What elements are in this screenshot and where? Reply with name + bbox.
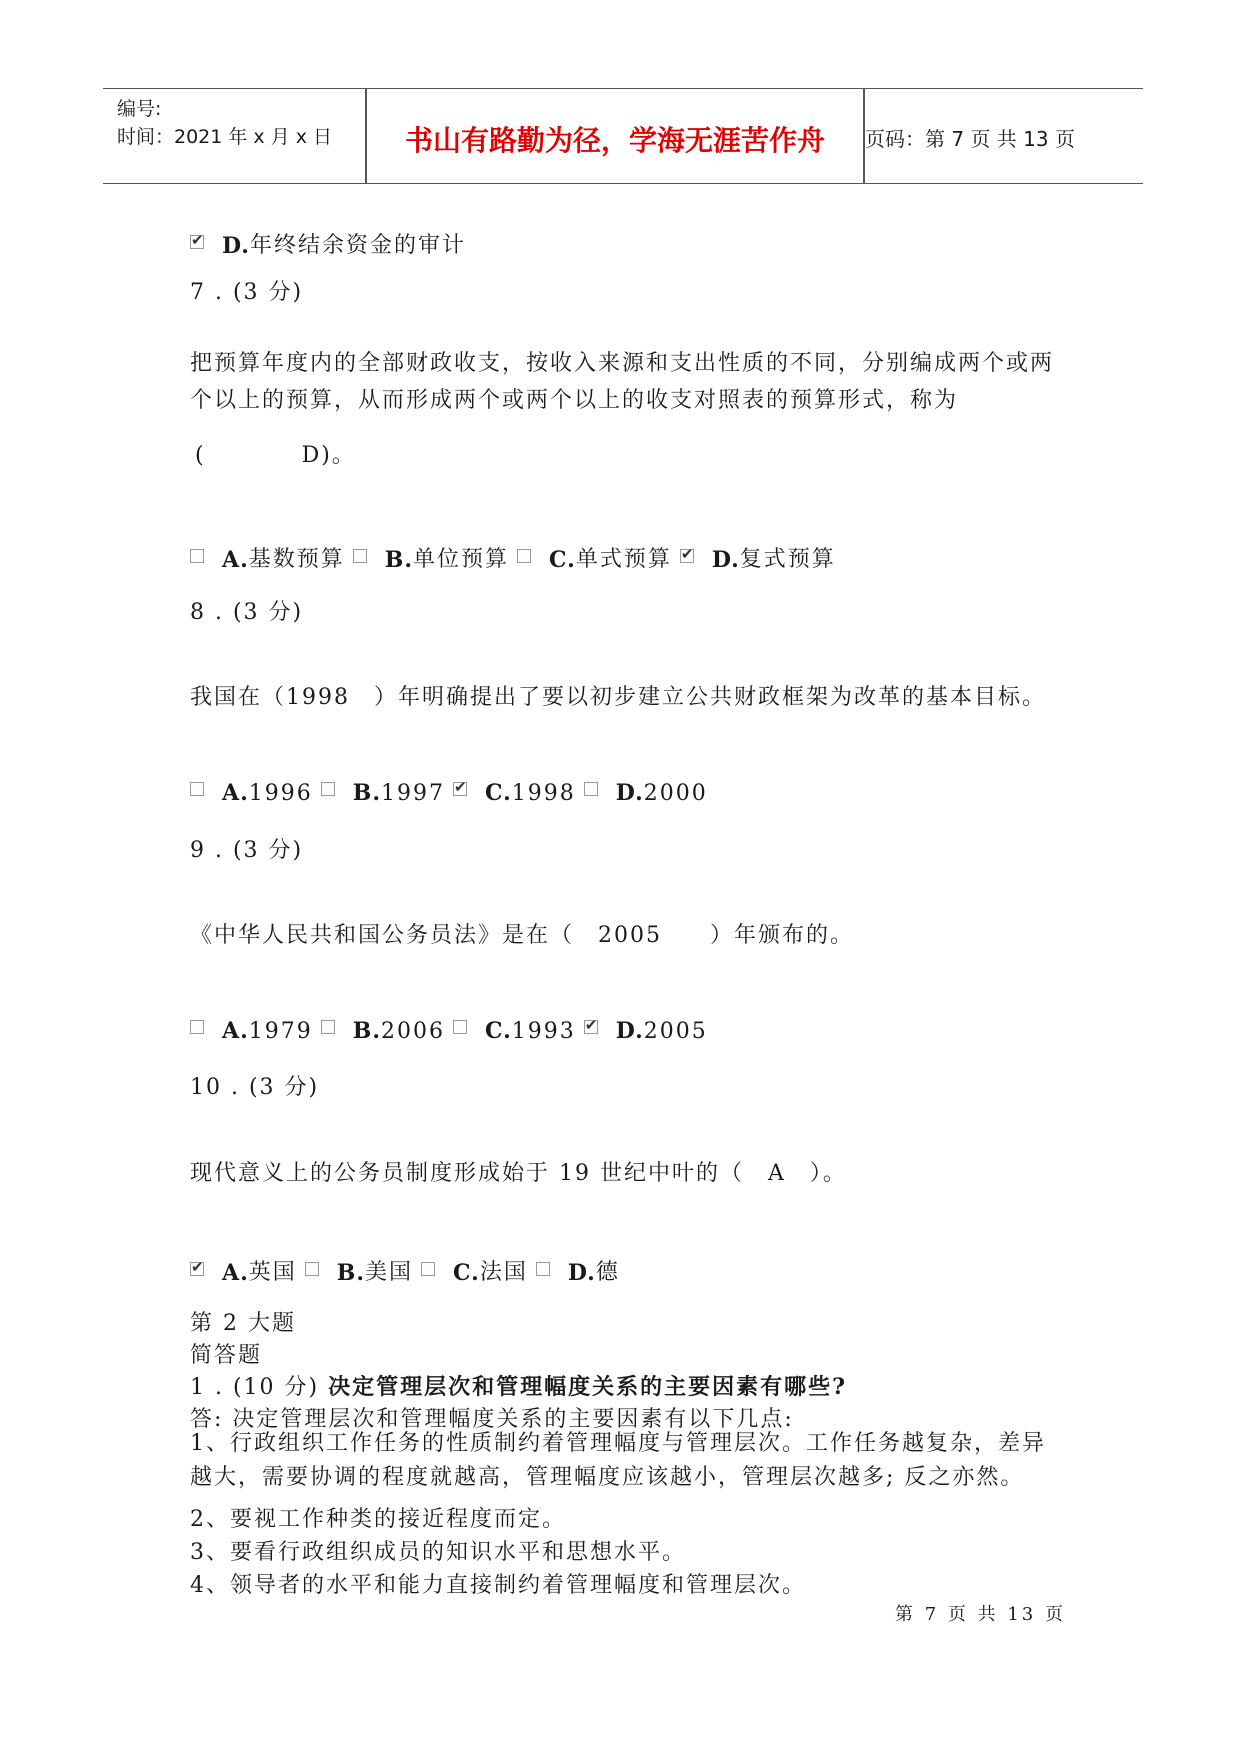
header-meta: [117, 95, 332, 151]
question-prefix: 1 . (10 分): [190, 1375, 320, 1400]
option-letter: A.: [222, 780, 249, 806]
answer-point-1: 1、行政组织工作任务的性质制约着管理幅度与管理层次。工作任务越复杂，差异越大，需要协调的程度就越高，管理幅度应该越小，管理层次越多; 反之亦然。: [190, 1431, 1046, 1490]
checkbox-icon[interactable]: [321, 782, 335, 796]
option-letter: B.: [336, 1260, 366, 1286]
q7-option-c[interactable]: [517, 542, 672, 573]
option-letter: D.: [615, 780, 644, 806]
option-letter: B.: [352, 780, 381, 806]
page-header: [103, 88, 1143, 184]
option-text: 1997: [381, 781, 445, 806]
q8-option-d[interactable]: [584, 780, 708, 806]
q7-option-b[interactable]: [353, 542, 509, 573]
option-letter: D.: [222, 233, 250, 259]
q10-text: 现代意义上的公务员制度形成始于 19 世纪中叶的（ A ）。: [190, 1161, 847, 1186]
short-answer-question: [190, 1370, 847, 1401]
q7-option-d[interactable]: [680, 542, 836, 573]
option-letter: B.: [352, 1018, 381, 1044]
checkbox-icon[interactable]: [321, 1020, 335, 1034]
option-text: 英国: [248, 1260, 297, 1285]
option-text: 1998: [511, 781, 576, 806]
option-text: 1979: [248, 1019, 313, 1044]
option-text: 复式预算: [739, 547, 836, 572]
option-letter: D.: [567, 1260, 596, 1286]
number-label: 编号:: [117, 98, 162, 120]
q8-option-c[interactable]: [453, 780, 576, 806]
q7-text: 把预算年度内的全部财政收支，按收入来源和支出性质的不同，分别编成两个或两个以上的预算，从而形成两个或两个以上的收支对照表的预算形式，称为: [190, 351, 1055, 413]
checkbox-checked-icon[interactable]: [453, 782, 467, 796]
q9-option-a[interactable]: [190, 1018, 313, 1044]
page-footer: 第 7 页 共 13 页: [895, 1604, 1066, 1625]
checkbox-icon[interactable]: [353, 549, 367, 563]
checkbox-icon[interactable]: [305, 1262, 319, 1276]
checkbox-icon[interactable]: [190, 782, 204, 796]
q10-options: [190, 1255, 628, 1286]
q8-options: [190, 780, 716, 806]
option-letter: C.: [549, 547, 576, 573]
option-text: 2006: [381, 1019, 445, 1044]
q10-header: 10 . (3 分): [190, 1075, 320, 1100]
q9-option-b[interactable]: [321, 1018, 445, 1044]
option-letter: C.: [485, 1018, 512, 1044]
q7-options: [190, 542, 844, 573]
option-letter: C.: [485, 780, 512, 806]
option-text: 1996: [248, 781, 313, 806]
q8-header: 8 . (3 分): [190, 600, 304, 625]
q9-option-d[interactable]: [584, 1018, 708, 1044]
checkbox-checked-icon[interactable]: [584, 1020, 598, 1034]
q6-options: [190, 228, 474, 259]
option-letter: A.: [222, 1260, 249, 1286]
checkbox-icon[interactable]: [517, 549, 531, 563]
option-letter: A.: [222, 547, 249, 573]
option-text: 1993: [511, 1019, 576, 1044]
q8-option-b[interactable]: [321, 780, 445, 806]
checkbox-icon[interactable]: [536, 1262, 550, 1276]
header-page-number: 页码：第 7 页 共 13 页: [865, 127, 1075, 151]
option-text: 基数预算: [248, 547, 345, 572]
option-text: 单位预算: [413, 547, 510, 572]
q6-option-d[interactable]: [190, 228, 466, 259]
option-text: 2000: [643, 781, 708, 806]
section-type: 简答题: [190, 1343, 263, 1368]
checkbox-icon[interactable]: [190, 1020, 204, 1034]
checkbox-icon[interactable]: [453, 1020, 467, 1034]
option-text: 德: [595, 1260, 620, 1285]
option-text: 2005: [643, 1019, 708, 1044]
q10-option-c[interactable]: [421, 1255, 528, 1286]
q7-header: 7 . (3 分): [190, 280, 304, 305]
option-letter: A.: [222, 1018, 249, 1044]
option-text: 美国: [365, 1260, 414, 1285]
q10-option-b[interactable]: [305, 1255, 413, 1286]
answer-point-2: 2、要视工作种类的接近程度而定。: [190, 1507, 566, 1532]
option-text: 法国: [479, 1260, 528, 1285]
checkbox-icon[interactable]: [421, 1262, 435, 1276]
checkbox-checked-icon[interactable]: [190, 1262, 204, 1276]
q9-text: 《中华人民共和国公务员法》是在（ 2005 ）年颁布的。: [190, 923, 854, 948]
answer-point-4: 4、领导者的水平和能力直接制约着管理幅度和管理层次。: [190, 1573, 806, 1598]
q9-header: 9 . (3 分): [190, 838, 304, 863]
answer-point-3: 3、要看行政组织成员的知识水平和思想水平。: [190, 1540, 686, 1565]
option-text: 年终结余资金的审计: [249, 233, 466, 258]
section-title: 第 2 大题: [190, 1311, 296, 1336]
header-motto: 书山有路勤为径，学海无涯苦作舟: [404, 124, 825, 157]
question-text: 决定管理层次和管理幅度关系的主要因素有哪些?: [328, 1374, 848, 1400]
checkbox-icon[interactable]: [190, 549, 204, 563]
checkbox-icon[interactable]: [584, 782, 598, 796]
option-text: 单式预算: [575, 547, 672, 572]
answer-intro: 答: 决定管理层次和管理幅度关系的主要因素有以下几点:: [190, 1407, 794, 1432]
checkbox-checked-icon[interactable]: [190, 235, 204, 249]
q9-option-c[interactable]: [453, 1018, 576, 1044]
q7-answer: ( D)。: [195, 443, 356, 468]
option-letter: B.: [384, 547, 414, 573]
q8-option-a[interactable]: [190, 780, 313, 806]
option-letter: C.: [453, 1260, 480, 1286]
checkbox-checked-icon[interactable]: [680, 549, 694, 563]
q10-option-d[interactable]: [536, 1255, 620, 1286]
option-letter: D.: [711, 547, 740, 573]
q8-text: 我国在（1998 ）年明确提出了要以初步建立公共财政框架为改革的基本目标。: [190, 685, 1046, 710]
q9-options: [190, 1018, 716, 1044]
q10-option-a[interactable]: [190, 1255, 297, 1286]
time-label: 时间：2021 年 x 月 x 日: [117, 126, 333, 148]
option-letter: D.: [615, 1018, 644, 1044]
q7-option-a[interactable]: [190, 542, 345, 573]
